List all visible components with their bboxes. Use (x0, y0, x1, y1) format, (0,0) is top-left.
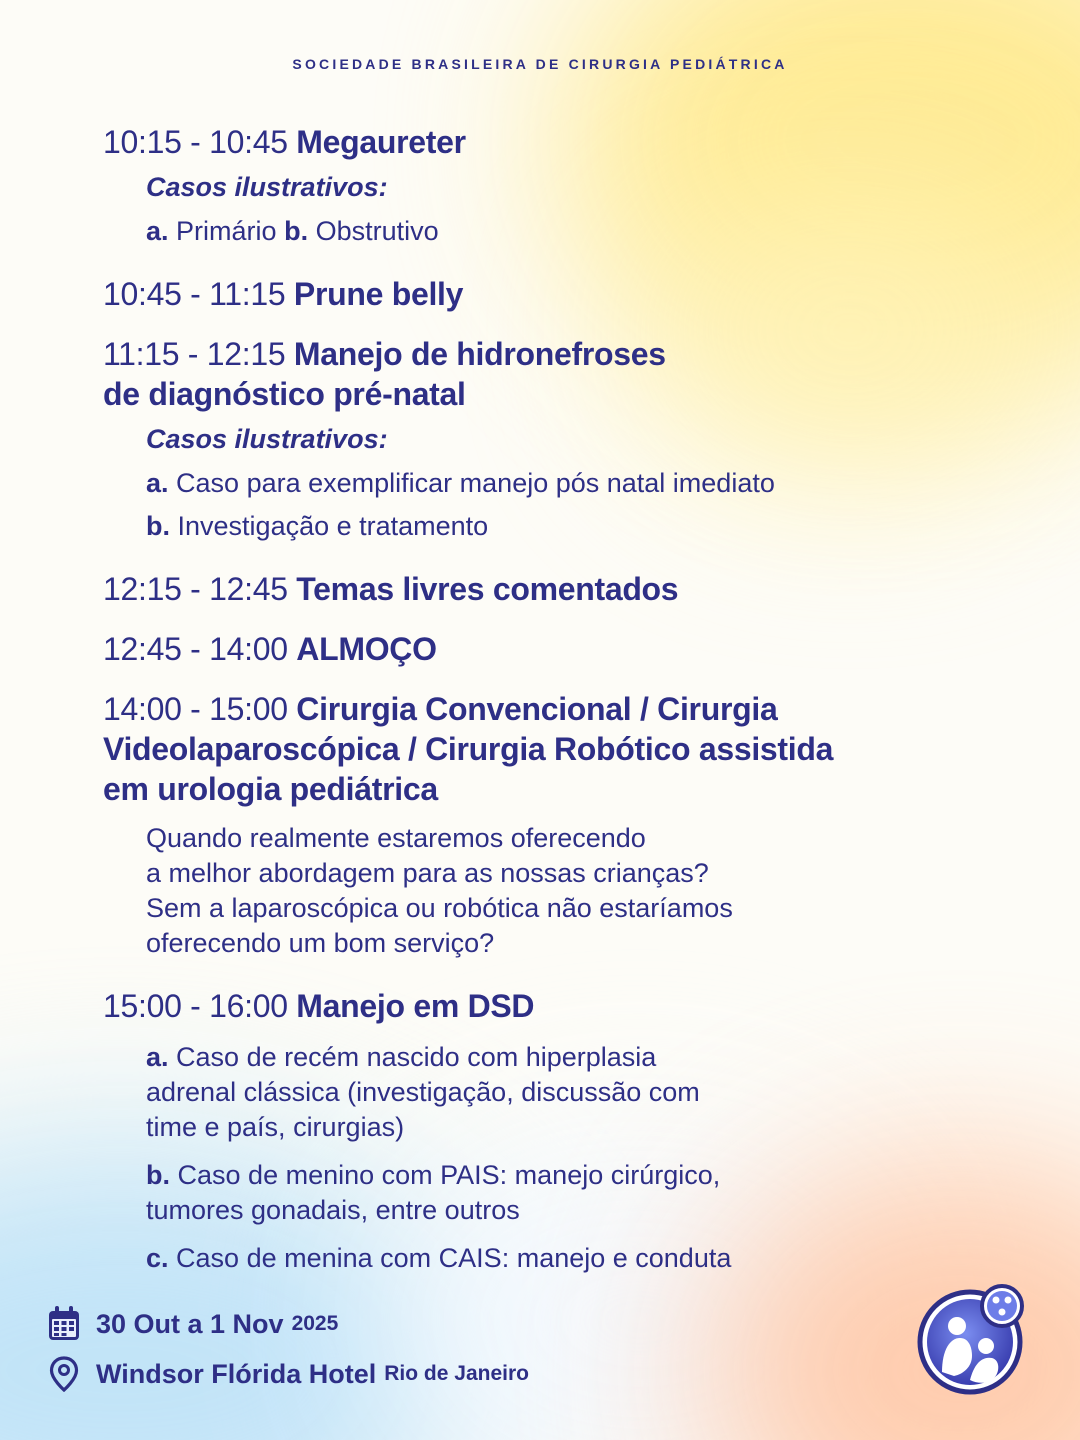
event-date (46, 1300, 529, 1348)
slot-title: ALMOÇO (296, 631, 437, 667)
slot-title: Prune belly (293, 276, 464, 312)
case-marker: a. (146, 468, 169, 498)
program-schedule (103, 122, 963, 1276)
slot-title-cont: em urologia pediátrica (103, 771, 438, 807)
schedule-item-temas-livres (103, 569, 963, 609)
case-text: Caso de menina com CAIS: manejo e conduta (176, 1243, 732, 1273)
slot-title-cont: Videolaparoscópica / Cirurgia Robótico assistida (103, 731, 834, 767)
case-item (146, 1040, 963, 1075)
case-marker: b. (146, 1160, 170, 1190)
slot-time: 12:45 - 14:00 (103, 631, 288, 667)
case-item (146, 1241, 963, 1276)
slot-title: Cirurgia Convencional / Cirurgia (296, 691, 778, 727)
case-marker: a. (146, 216, 169, 246)
question-line: oferecendo um bom serviço? (146, 928, 495, 958)
case-item (146, 509, 963, 544)
slot-title-cont: de diagnóstico pré-natal (103, 376, 466, 412)
case-text-cont: time e país, cirurgias) (146, 1112, 405, 1142)
case-list (146, 214, 963, 249)
date-year: 2025 (291, 1312, 339, 1335)
case-item (146, 466, 963, 501)
schedule-item-megaureter (103, 122, 963, 249)
slot-title: Temas livres comentados (296, 571, 679, 607)
case-marker: c. (146, 1243, 169, 1273)
case-text-cont: adrenal clássica (investigação, discussão com (146, 1077, 700, 1107)
case-text: Investigação e tratamento (177, 511, 489, 541)
case-text-cont: tumores gonadais, entre outros (146, 1195, 520, 1225)
slot-time: 10:15 - 10:45 (103, 124, 288, 160)
schedule-item-dsd (103, 986, 963, 1276)
cases-label: Casos ilustrativos: (146, 424, 388, 454)
slot-title: Manejo de hidronefroses (293, 336, 666, 372)
event-venue (46, 1350, 529, 1398)
venue-name: Windsor Flórida Hotel (96, 1358, 377, 1389)
slot-title: Manejo em DSD (296, 988, 535, 1024)
case-text: Primário (176, 216, 277, 246)
schedule-item-cirurgia (103, 689, 963, 961)
venue-city: Rio de Janeiro (384, 1362, 529, 1385)
schedule-item-prune-belly (103, 274, 963, 314)
case-text: Obstrutivo (315, 216, 439, 246)
case-text: Caso de menino com PAIS: manejo cirúrgico, (177, 1160, 721, 1190)
question-line: a melhor abordagem para as nossas crianças? (146, 858, 709, 888)
cases-label: Casos ilustrativos: (146, 172, 388, 202)
schedule-item-hidronefroses (103, 334, 963, 544)
case-item (146, 1158, 963, 1193)
event-info (46, 1300, 529, 1400)
slot-title: Megaureter (296, 124, 466, 160)
slot-time: 11:15 - 12:15 (103, 336, 286, 372)
case-text: Caso de recém nascido com hiperplasia (176, 1042, 657, 1072)
case-marker: b. (284, 216, 309, 246)
schedule-item-almoco (103, 629, 963, 669)
organization-name: SOCIEDADE BRASILEIRA DE CIRURGIA PEDIÁTRICA (292, 56, 788, 72)
slot-time: 14:00 - 15:00 (103, 691, 288, 727)
society-logo (916, 1280, 1030, 1398)
map-pin-icon (46, 1356, 82, 1392)
slot-time: 15:00 - 16:00 (103, 988, 288, 1024)
slot-time: 12:15 - 12:45 (103, 571, 288, 607)
slot-time: 10:45 - 11:15 (103, 276, 286, 312)
date-range: 30 Out a 1 Nov (96, 1308, 284, 1339)
question-line: Sem a laparoscópica ou robótica não estaríamos (146, 893, 733, 923)
calendar-icon (46, 1306, 82, 1342)
case-marker: a. (146, 1042, 169, 1072)
case-marker: b. (146, 511, 170, 541)
case-text: Caso para exemplificar manejo pós natal imediato (176, 468, 775, 498)
question-line: Quando realmente estaremos oferecendo (146, 823, 646, 853)
